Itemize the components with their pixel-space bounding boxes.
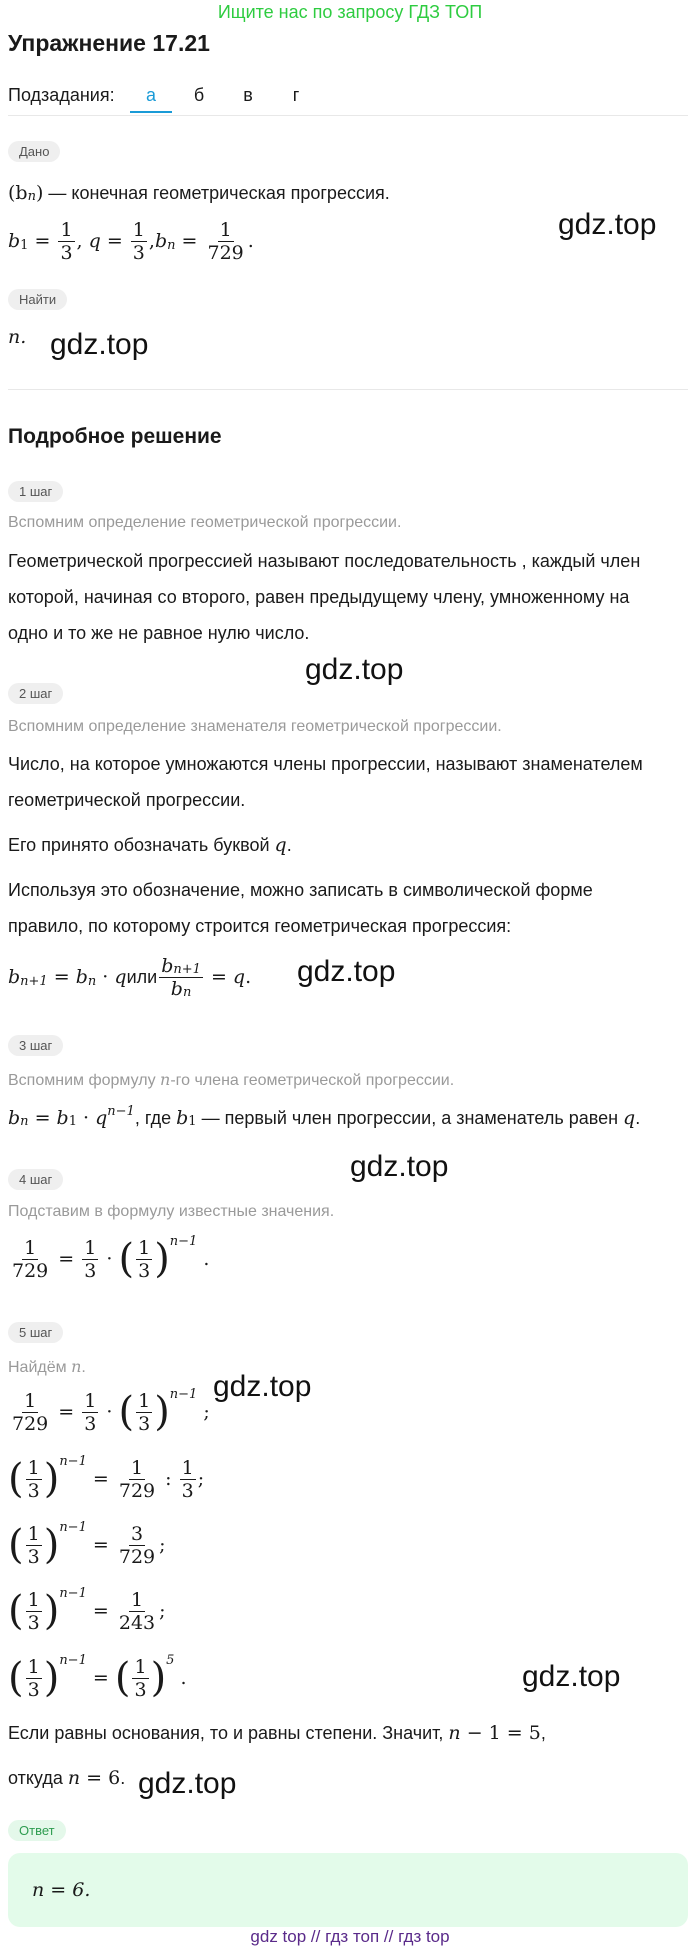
find-value: n. — [8, 326, 27, 348]
solution-title: Подробное решение — [8, 425, 222, 448]
step-chip: 5 шаг — [8, 1322, 63, 1343]
step-conclusion: Если равны основания, то и равны степени. Значит, n − 1 = 5, — [8, 1722, 546, 1744]
step-text: одно и то же не равное нулю число. — [8, 623, 310, 643]
tab-g[interactable]: г — [292, 85, 300, 105]
formula-nth-term: $b_n = b_1 \cdot q^{n-1}$, где $b_1$ — первый член прогрессии, а знаменатель равен q. — [8, 1104, 641, 1129]
equation-line: $\frac{1}{729}$ = $\frac{1}{3}$ · ( $\frac{1}{3}$ ) n−1 ; — [12, 1386, 210, 1435]
step-chip: 2 шаг — [8, 683, 63, 704]
subtasks-label: Подзадания: — [8, 85, 115, 105]
equation-line: ( $\frac{1}{3}$ ) n−1 = $\frac{3}{729}$ ; — [8, 1519, 166, 1568]
watermark: gdz.top — [522, 1660, 621, 1693]
divider — [8, 389, 688, 390]
answer-box — [8, 1853, 688, 1927]
formula-recurrence: b n+1 = b n · q или $\frac{b_{n+1}}{b_n}$ = q . — [8, 954, 252, 1000]
tab-b[interactable]: б — [193, 85, 205, 105]
step-hint: Найдём n. — [8, 1357, 86, 1376]
watermark: gdz.top — [350, 1150, 449, 1183]
equation-line: ( $\frac{1}{3}$ ) n−1 = ( $\frac{1}{3}$ ) 5 . — [8, 1652, 187, 1701]
step-chip: 4 шаг — [8, 1169, 63, 1190]
step-chip: 3 шаг — [8, 1035, 63, 1056]
page-title: Упражнение 17.21 — [8, 30, 210, 56]
given-chip: Дано — [8, 141, 60, 162]
step-hint: Вспомним формулу n-го члена геометрической прогрессии. — [8, 1070, 455, 1089]
step-conclusion: откуда n = 6. — [8, 1767, 126, 1789]
step-hint: Вспомним определение знаменателя геометрической прогрессии. — [8, 718, 502, 735]
given-values: b 1 = $\frac{1}{3}$ , q = $\frac{1}{3}$ , b n = $\frac{1}{729}$ . — [8, 218, 254, 264]
step-hint: Подставим в формулу известные значения. — [8, 1203, 335, 1220]
step-text: Число, на которое умножаются члены прогрессии, называют знаменателем — [8, 754, 643, 774]
watermark: gdz.top — [50, 328, 149, 361]
equation-line: ( $\frac{1}{3}$ ) n−1 = $\frac{1}{729}$ : $\frac{1}{3}$ ; — [8, 1453, 205, 1502]
tab-a[interactable]: а — [145, 85, 156, 105]
watermark: gdz.top — [297, 955, 396, 988]
active-tab-indicator — [130, 111, 172, 113]
footer-links[interactable]: gdz top // гдз топ // гдз top — [250, 1927, 450, 1946]
watermark: gdz.top — [305, 653, 404, 686]
answer-value: n = 6. — [32, 1879, 91, 1901]
step-text: Геометрической прогрессией называют последовательность , каждый член — [8, 551, 641, 571]
answer-chip: Ответ — [8, 1820, 66, 1841]
equation-line: ( $\frac{1}{3}$ ) n−1 = $\frac{1}{243}$ ; — [8, 1585, 166, 1634]
divider — [8, 115, 688, 116]
given-line: $(b_n)$ — конечная геометрическая прогрессия. — [8, 182, 390, 204]
step-text: геометрической прогрессии. — [8, 790, 246, 810]
step-chip: 1 шаг — [8, 481, 63, 502]
tab-v[interactable]: в — [243, 85, 253, 105]
watermark: gdz.top — [213, 1370, 312, 1403]
top-banner[interactable]: Ищите нас по запросу ГДЗ ТОП — [217, 2, 483, 22]
find-chip: Найти — [8, 289, 67, 310]
step-text: Его принято обозначать буквой q. — [8, 834, 292, 856]
watermark: gdz.top — [558, 208, 657, 241]
formula-substituted: $\frac{1}{729}$ = $\frac{1}{3}$ · ( $\frac{1}{3}$ ) n−1 . — [12, 1233, 210, 1282]
step-text: правило, по которому строится геометрическая прогрессия: — [8, 916, 512, 936]
step-text: которой, начиная со второго, равен предыдущему члену, умноженному на — [8, 587, 630, 607]
watermark: gdz.top — [138, 1767, 237, 1800]
step-text: Используя это обозначение, можно записать в символической форме — [8, 880, 593, 900]
step-hint: Вспомним определение геометрической прогрессии. — [8, 514, 402, 531]
